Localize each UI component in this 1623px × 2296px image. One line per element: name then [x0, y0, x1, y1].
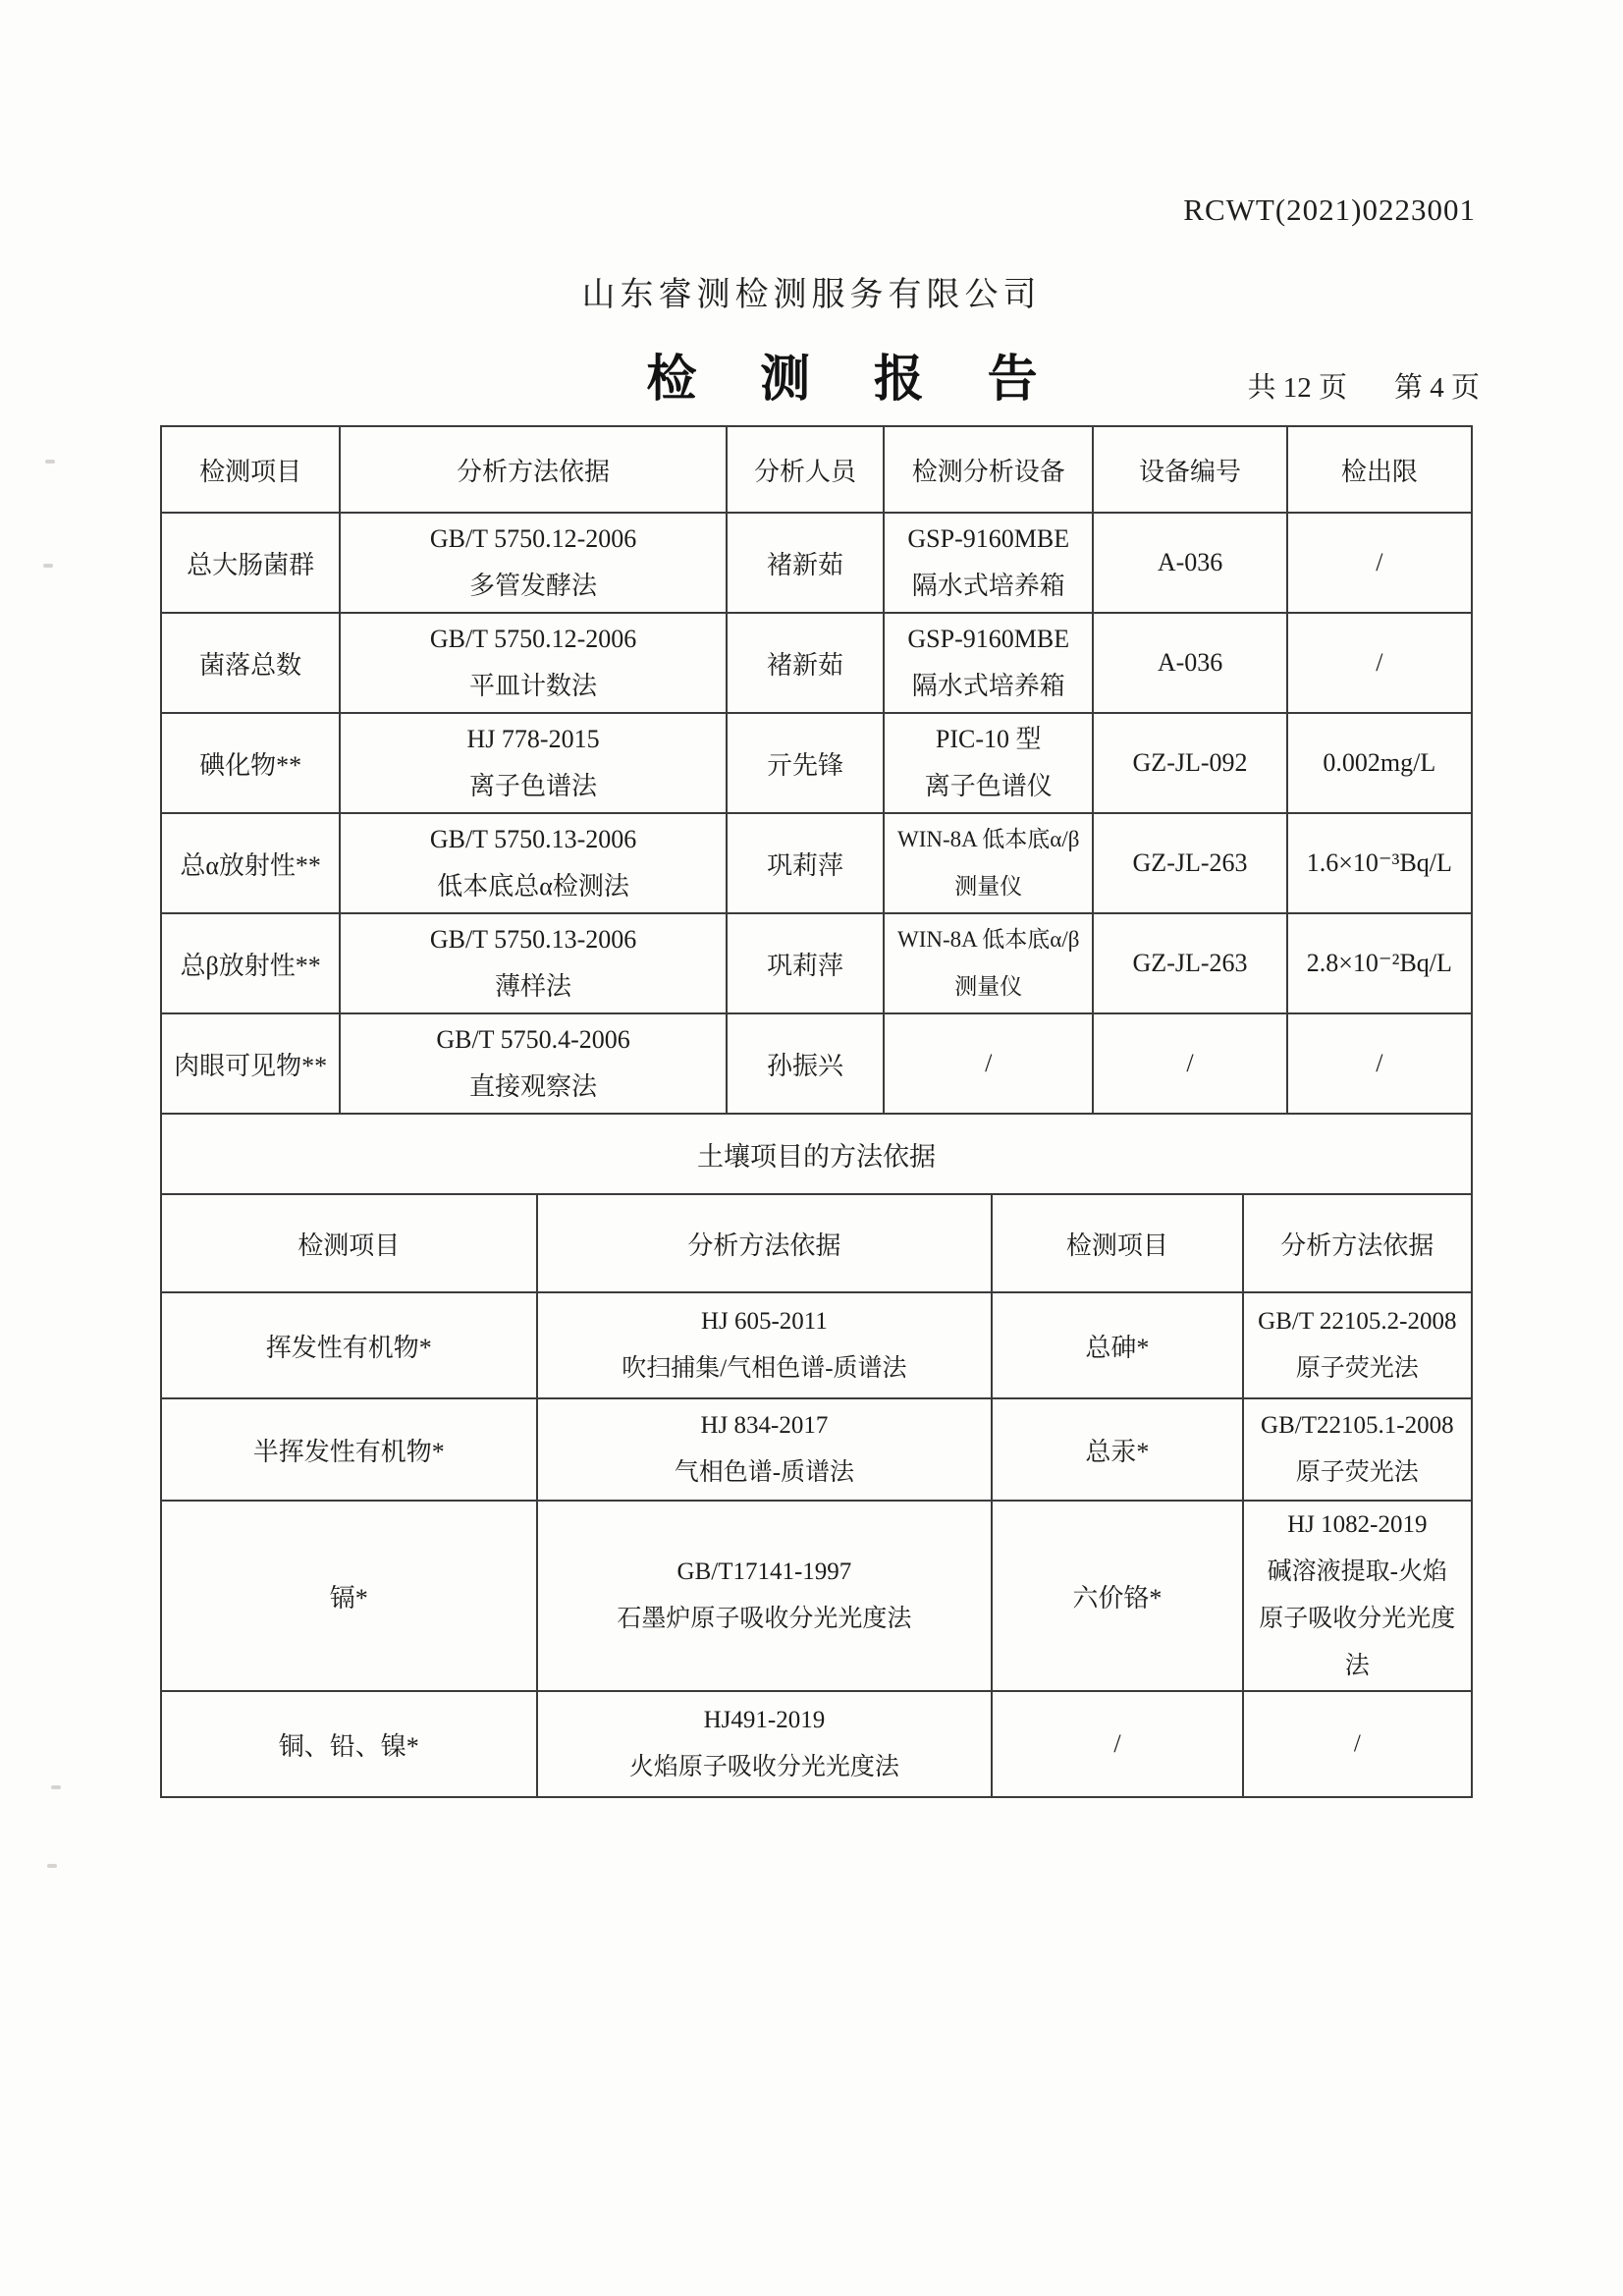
method-line: GB/T22105.1-2008 — [1261, 1412, 1454, 1439]
cell-equipment — [884, 513, 1093, 613]
column-header-method: 分析方法依据 — [340, 426, 727, 513]
equipment-line: PIC-10 型 — [935, 725, 1042, 753]
cell-method — [340, 713, 727, 813]
column-header-item-left: 检测项目 — [161, 1194, 537, 1292]
equipment-line: 离子色谱仪 — [924, 772, 1053, 800]
cell-detection-limit: 1.6×10⁻³Bq/L — [1287, 813, 1472, 913]
cell-method — [340, 813, 727, 913]
cell-detection-limit: / — [1287, 513, 1472, 613]
cell-equipment — [884, 713, 1093, 813]
method-line: 薄样法 — [495, 972, 572, 1001]
cell-equipment — [884, 1013, 1093, 1114]
method-line: 石墨炉原子吸收分光光度法 — [617, 1606, 912, 1632]
cell-item: 总砷* — [992, 1292, 1242, 1398]
equipment-line: / — [985, 1049, 993, 1077]
method-line: GB/T 5750.12-2006 — [429, 524, 637, 553]
cell-method — [340, 913, 727, 1013]
water-methods-table — [160, 425, 1473, 1115]
method-line: 原子吸收分光光度法 — [1259, 1606, 1456, 1679]
page-total: 共 12 页 — [1247, 372, 1347, 404]
table-row — [161, 813, 1472, 913]
scan-artifact — [43, 564, 53, 568]
column-header-equipment: 检测分析设备 — [884, 426, 1093, 513]
table-row — [161, 913, 1472, 1013]
method-line: HJ 834-2017 — [700, 1412, 829, 1439]
method-line: GB/T 22105.2-2008 — [1258, 1308, 1457, 1335]
method-line: GB/T 5750.4-2006 — [436, 1025, 630, 1054]
cell-item: 六价铬* — [992, 1501, 1242, 1691]
cell-method — [1243, 1501, 1472, 1691]
table-row — [161, 1691, 1472, 1797]
column-header-method-left: 分析方法依据 — [537, 1194, 993, 1292]
method-line: GB/T 5750.12-2006 — [429, 625, 637, 653]
equipment-line: WIN-8A 低本底α/β — [897, 927, 1080, 952]
table-row — [161, 713, 1472, 813]
cell-equipment — [884, 613, 1093, 713]
equipment-line: 测量仪 — [954, 974, 1023, 999]
method-line: GB/T 5750.13-2006 — [429, 825, 637, 853]
method-line: HJ 605-2011 — [700, 1308, 828, 1335]
method-line: HJ 778-2015 — [466, 725, 600, 753]
page-current: 第 4 页 — [1393, 372, 1480, 404]
cell-item: 铜、铅、镍* — [161, 1691, 537, 1797]
cell-detection-limit: / — [1287, 613, 1472, 713]
cell-item: 挥发性有机物* — [161, 1292, 537, 1398]
cell-analyst: 褚新茹 — [727, 613, 884, 713]
cell-item: 碘化物** — [161, 713, 340, 813]
cell-item: / — [992, 1691, 1242, 1797]
equipment-line: WIN-8A 低本底α/β — [897, 827, 1080, 851]
cell-item: 镉* — [161, 1501, 537, 1691]
company-name: 山东睿测检测服务有限公司 — [581, 277, 1042, 313]
table-row — [161, 1013, 1472, 1114]
cell-item: 总α放射性** — [161, 813, 340, 913]
equipment-line: 测量仪 — [954, 874, 1023, 899]
method-line: 多管发酵法 — [469, 572, 598, 600]
cell-equipment-no: GZ-JL-263 — [1093, 813, 1286, 913]
method-line: HJ491-2019 — [703, 1707, 826, 1733]
column-header-detection-limit: 检出限 — [1287, 426, 1472, 513]
cell-item: 总汞* — [992, 1398, 1242, 1501]
cell-item: 菌落总数 — [161, 613, 340, 713]
cell-equipment-no: GZ-JL-263 — [1093, 913, 1286, 1013]
cell-analyst: 巩莉萍 — [727, 913, 884, 1013]
cell-item: 总β放射性** — [161, 913, 340, 1013]
cell-analyst: 孙振兴 — [727, 1013, 884, 1114]
cell-method — [537, 1398, 993, 1501]
table-row — [161, 1292, 1472, 1398]
method-line: 直接观察法 — [469, 1072, 598, 1101]
report-number: RCWT(2021)0223001 — [1183, 192, 1476, 227]
cell-equipment — [884, 813, 1093, 913]
cell-method — [1243, 1691, 1472, 1797]
method-line: 低本底总α检测法 — [437, 872, 629, 901]
cell-method — [1243, 1292, 1472, 1398]
cell-method — [537, 1501, 993, 1691]
soil-section-row — [160, 1115, 1473, 1195]
cell-method — [537, 1292, 993, 1398]
cell-item: 半挥发性有机物* — [161, 1398, 537, 1501]
cell-equipment-no: A-036 — [1093, 613, 1286, 713]
cell-analyst: 褚新茹 — [727, 513, 884, 613]
column-header-analyst: 分析人员 — [727, 426, 884, 513]
method-line: 火焰原子吸收分光光度法 — [628, 1754, 899, 1780]
report-title: 检 测 报 告 — [646, 353, 1063, 408]
method-line: GB/T17141-1997 — [676, 1558, 852, 1585]
scan-artifact — [51, 1785, 61, 1789]
equipment-line: 隔水式培养箱 — [911, 572, 1065, 600]
scan-artifact — [47, 1864, 57, 1868]
column-header-method-right: 分析方法依据 — [1243, 1194, 1472, 1292]
method-line: 离子色谱法 — [469, 772, 598, 800]
column-header-item: 检测项目 — [161, 426, 340, 513]
method-line: / — [1353, 1730, 1361, 1757]
cell-detection-limit: / — [1287, 1013, 1472, 1114]
column-header-item-right: 检测项目 — [992, 1194, 1242, 1292]
cell-equipment-no: A-036 — [1093, 513, 1286, 613]
soil-table-header-row — [161, 1194, 1472, 1292]
table-row — [161, 613, 1472, 713]
cell-detection-limit: 2.8×10⁻²Bq/L — [1287, 913, 1472, 1013]
cell-equipment — [884, 913, 1093, 1013]
equipment-line: 隔水式培养箱 — [911, 672, 1065, 700]
equipment-line: GSP-9160MBE — [907, 524, 1070, 553]
pagination — [1247, 365, 1480, 406]
scan-artifact — [45, 460, 55, 464]
method-line: 气相色谱-质谱法 — [674, 1459, 855, 1486]
method-line: 碱溶液提取-火焰 — [1267, 1558, 1447, 1585]
soil-methods-table — [160, 1193, 1473, 1798]
cell-method — [340, 1013, 727, 1114]
method-line: 原子荧光法 — [1295, 1459, 1419, 1486]
column-header-equipment-no: 设备编号 — [1093, 426, 1286, 513]
table-row — [161, 513, 1472, 613]
table-row — [161, 1398, 1472, 1501]
cell-method — [537, 1691, 993, 1797]
cell-method — [340, 613, 727, 713]
cell-method — [1243, 1398, 1472, 1501]
cell-item: 总大肠菌群 — [161, 513, 340, 613]
method-line: 原子荧光法 — [1295, 1355, 1419, 1382]
method-line: 吹扫捕集/气相色谱-质谱法 — [622, 1355, 907, 1382]
cell-analyst: 巩莉萍 — [727, 813, 884, 913]
soil-section-title: 土壤项目的方法依据 — [697, 1141, 936, 1172]
cell-item: 肉眼可见物** — [161, 1013, 340, 1114]
method-line: HJ 1082-2019 — [1287, 1511, 1428, 1538]
method-line: 平皿计数法 — [469, 672, 598, 700]
cell-detection-limit: 0.002mg/L — [1287, 713, 1472, 813]
cell-equipment-no: GZ-JL-092 — [1093, 713, 1286, 813]
table-row — [161, 1501, 1472, 1691]
cell-analyst: 亓先锋 — [727, 713, 884, 813]
tables-block — [160, 425, 1473, 1798]
cell-method — [340, 513, 727, 613]
equipment-line: GSP-9160MBE — [907, 625, 1070, 653]
method-line: GB/T 5750.13-2006 — [429, 925, 637, 954]
water-table-header-row — [161, 426, 1472, 513]
cell-equipment-no: / — [1093, 1013, 1286, 1114]
